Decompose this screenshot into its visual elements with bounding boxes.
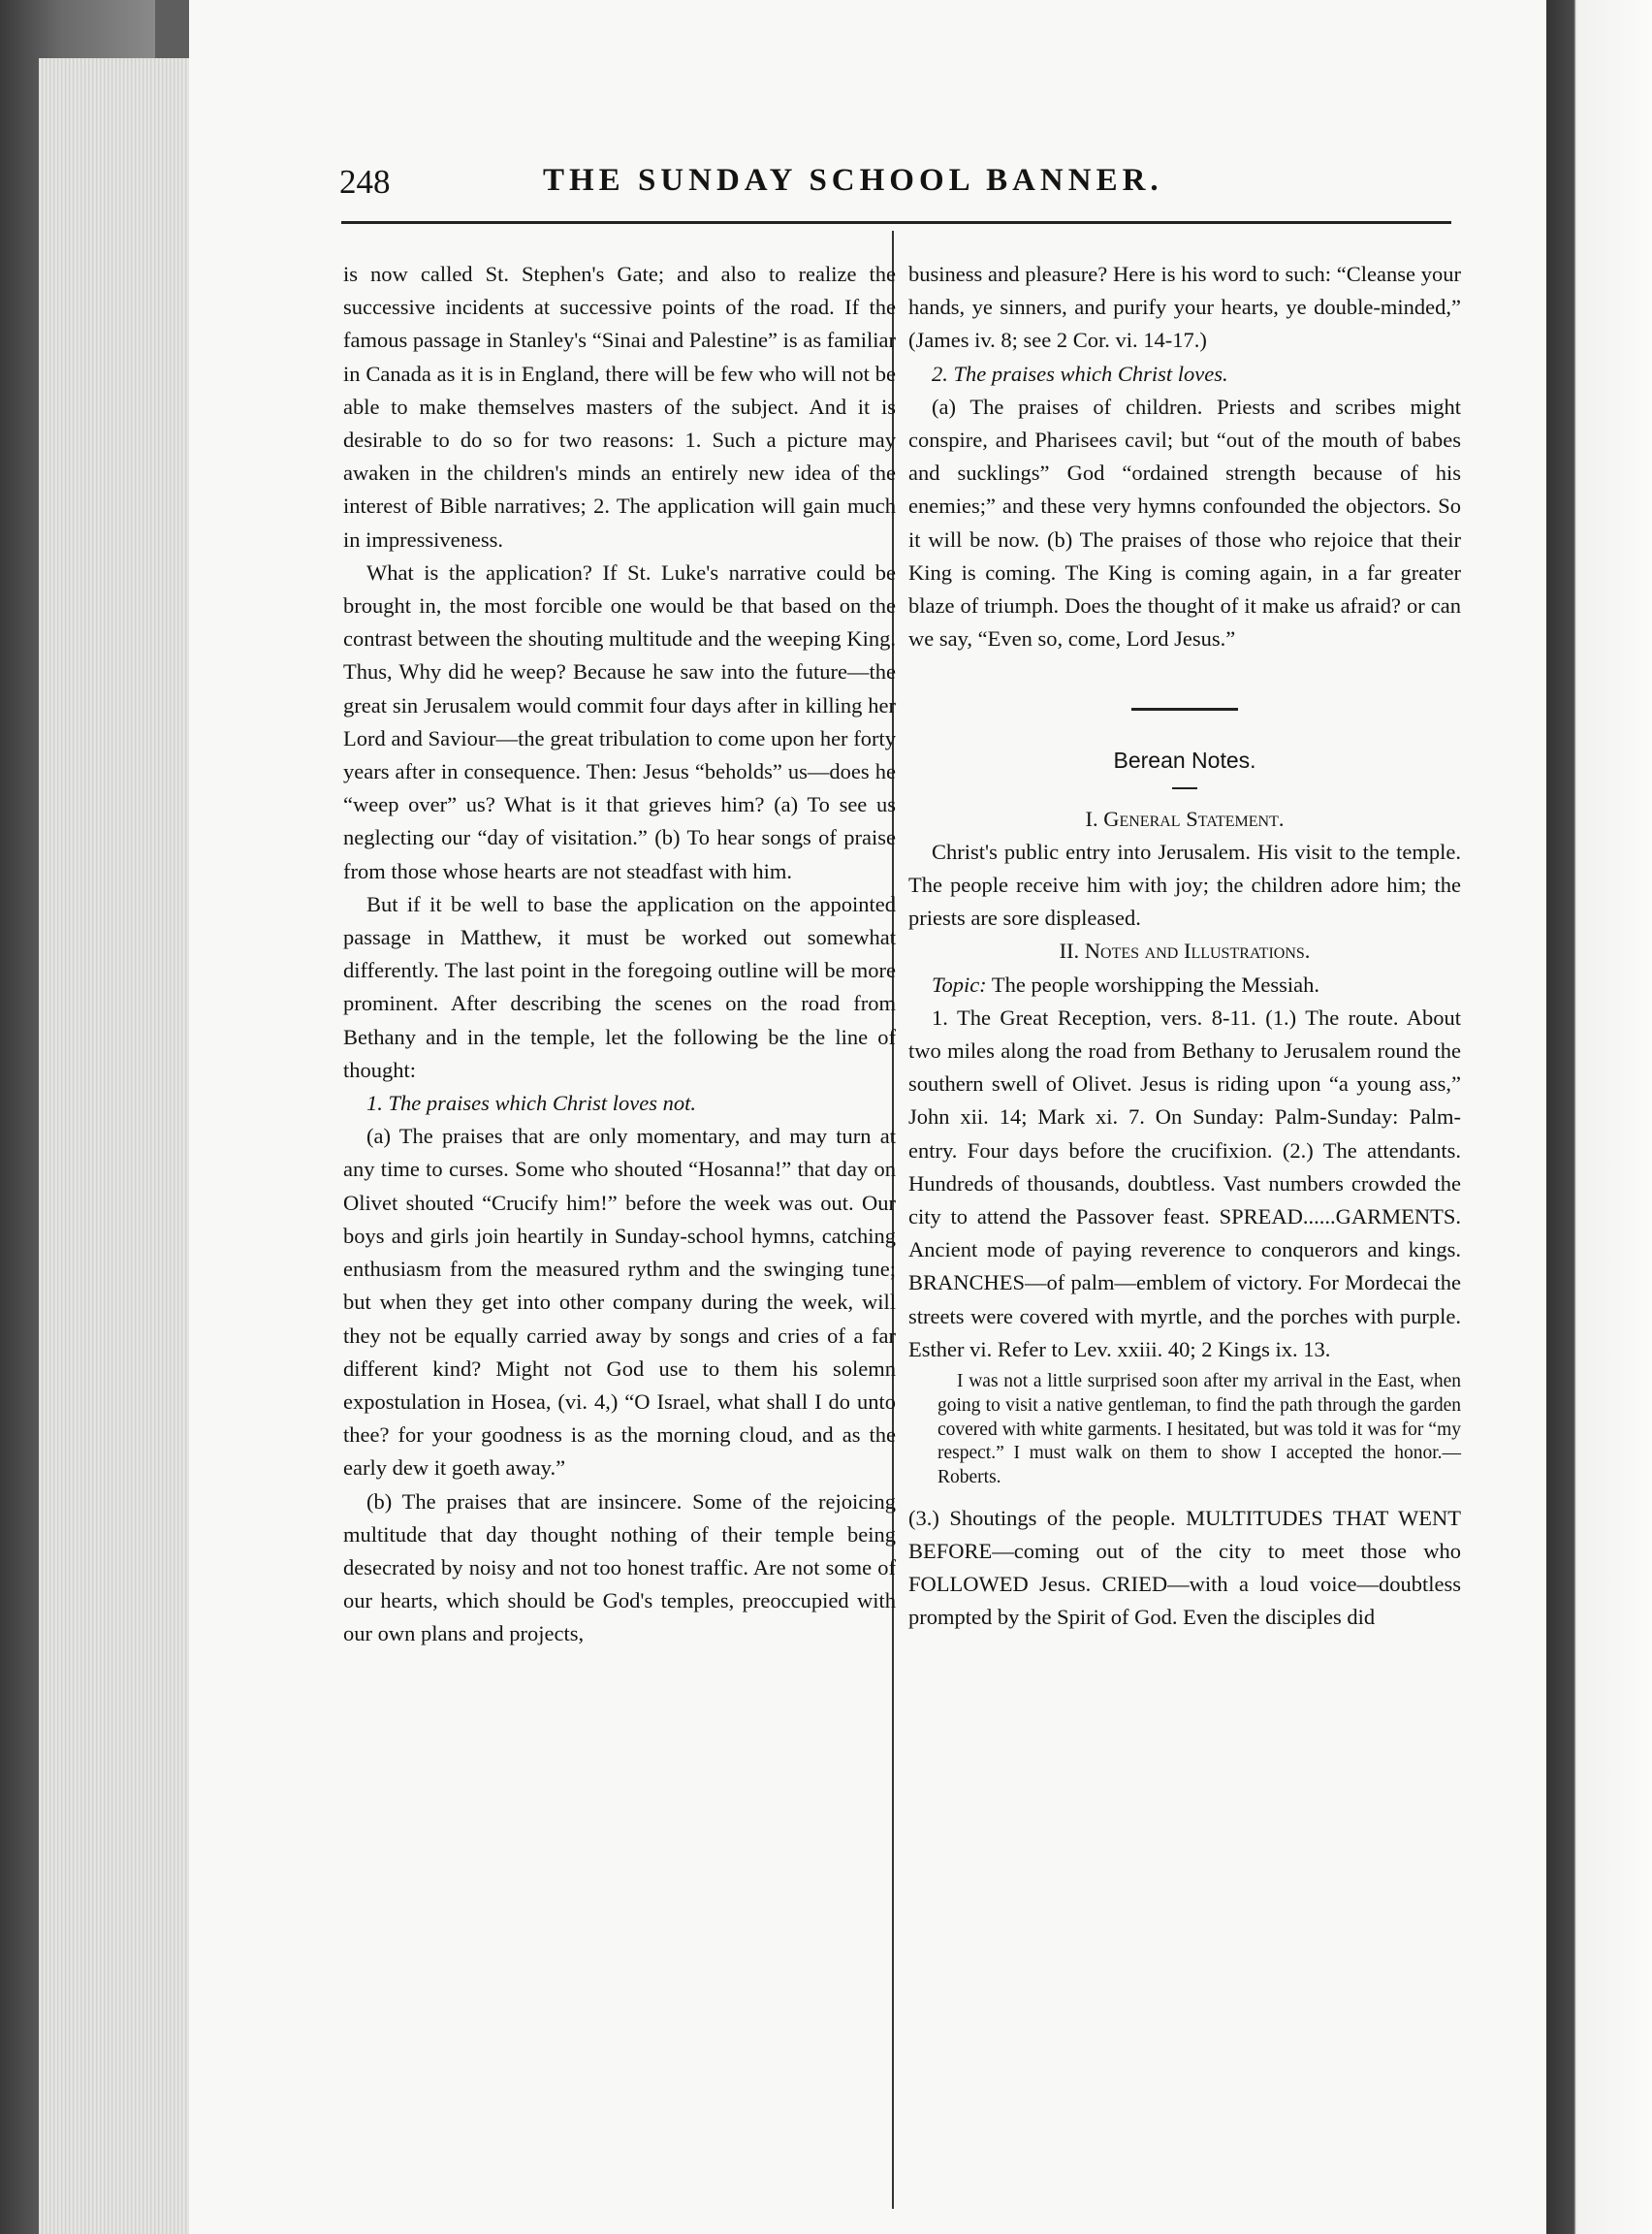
paragraph: (a) The praises of children. Priests and scribes might conspire, and Pharisees cavil; but “out of the mouth of babes and sucklings” God “ordained strength because of his enemies;” and these very hymns confounded the objectors. So it will be now. (b) The praises of those who rejoice that their King is coming. The King is coming again, in a far greater blaze of triumph. Does the thought of it make us afraid? or can we say, “Even so, come, Lord Jesus.”: [908, 394, 1461, 652]
paragraph: Christ's public entry into Jerusalem. His visit to the temple. The people receive him with joy; the children adore him; the priests are sore displeased.: [908, 839, 1461, 931]
section-subheading: I. General Statement.: [1085, 806, 1285, 831]
next-page-edge: [1541, 0, 1652, 2234]
section-subheading: II. Notes and Illustrations.: [1059, 939, 1311, 964]
running-head: THE SUNDAY SCHOOL BANNER.: [543, 163, 1163, 198]
section-title: Berean Notes.: [1113, 748, 1256, 774]
paragraph: But if it be well to base the application on the appointed passage in Matthew, it must be worked out somewhat differently. The last point in the foregoing outline will be more prominent. After describing the scenes on the road from Bethany and in the temple, let the following be the line of thought:: [343, 891, 896, 1082]
topic-line: [908, 969, 1461, 1002]
paragraph: What is the application? If St. Luke's narrative could be brought in, the most forcible one would be that based on the contrast between the shouting multitude and the weeping King. Thus, Why did he weep? Because he saw into the future—the great sin Jerusalem would commit four days after in killing her Lord and Saviour—the great tribulation to come upon her forty years after in consequence. Then: Jesus “beholds” us—does he “weep over” us? What is it that grieves him? (a) To see us neglecting our “day of visitation.” (b) To hear songs of praise from those whose hearts are not steadfast with him.: [343, 559, 896, 883]
page-number: 248: [339, 163, 391, 201]
section-rule: [1131, 708, 1238, 711]
subheading: 2. The praises which Christ loves.: [932, 361, 1228, 386]
short-rule: [1172, 787, 1197, 789]
right-column: [908, 258, 1461, 1634]
paragraph: is now called St. Stephen's Gate; and also to realize the successive incidents at successive points of the road. If the famous passage in Stanley's “Sinai and Palestine” is as familiar in Canada as it is in England, there will be few who will not be able to make themselves masters of the subject. And it is desirable to do so for two reasons: 1. Such a picture may awaken in the children's minds an entirely new idea of the interest of Bible narratives; 2. The application will gain much in impressiveness.: [343, 262, 896, 552]
topic-label: Topic:: [932, 972, 987, 997]
header-rule: [341, 221, 1451, 224]
page-header: [339, 163, 1469, 211]
paragraph: (b) The praises that are insincere. Some of the rejoicing multitude that day thought nothing of their temple being desecrated by noisy and not too honest traffic. Are not some of our hearts, which should be God's temples, preoccupied with our own plans and projects,: [343, 1488, 896, 1646]
quote-text: I was not a little surprised soon after my arrival in the East, when going to visit a native gentleman, to find the path through the garden covered with white garments. I hesitated, but was told it was for “my respect.” I must walk on them to show I accepted the honor.—Roberts.: [937, 1371, 1461, 1487]
subheading: 1. The praises which Christ loves not.: [366, 1091, 697, 1116]
paragraph: 1. The Great Reception, vers. 8-11. (1.) The route. About two miles along the road from Bethany to Jerusalem round the southern swell of Olivet. Jesus is riding upon “a young ass,” John xii. 14; Mark xi. 7. On Sunday: Palm-Sunday: Palm-entry. Four days before the crucifixion. (2.) The attendants. Hundreds of thousands, doubtless. Vast numbers crowded the city to attend the Passover feast. SPREAD......GARMENTS. Ancient mode of paying reverence to conquerors and kings. BRANCHES—of palm—emblem of victory. For Mordecai the streets were covered with myrtle, and the porches with purple. Esther vi. Refer to Lev. xxiii. 40; 2 Kings ix. 13.: [908, 1005, 1461, 1361]
quote-block: [937, 1370, 1461, 1490]
paragraph: (3.) Shoutings of the people. MULTITUDES THAT WENT BEFORE—coming out of the city to meet those who FOLLOWED Jesus. CRIED—with a loud voice—doubtless prompted by the Spirit of God. Even the disciples did: [908, 1505, 1461, 1630]
paragraph: (a) The praises that are only momentary, and may turn at any time to curses. Some who shouted “Hosanna!” that day on Olivet shouted “Crucify him!” before the week was out. Our boys and girls join heartily in Sunday-school hymns, catching enthusiasm from the measured rythm and the swinging tune; but when they get into other company during the week, will they not be equally carried away by songs and cries of a far different kind? Might not God use to them his solemn expostulation in Hosea, (vi. 4,) “O Israel, what shall I do unto thee? for your goodness is as the morning cloud, and as the early dew it goeth away.”: [343, 1124, 896, 1481]
page-stack-edge: [39, 58, 199, 2234]
left-column: [343, 258, 896, 1651]
topic-text: The people worshipping the Messiah.: [991, 972, 1319, 997]
paragraph: business and pleasure? Here is his word to such: “Cleanse your hands, ye sinners, and purify your hearts, ye double-minded,” (James iv. 8; see 2 Cor. vi. 14-17.): [908, 262, 1461, 353]
